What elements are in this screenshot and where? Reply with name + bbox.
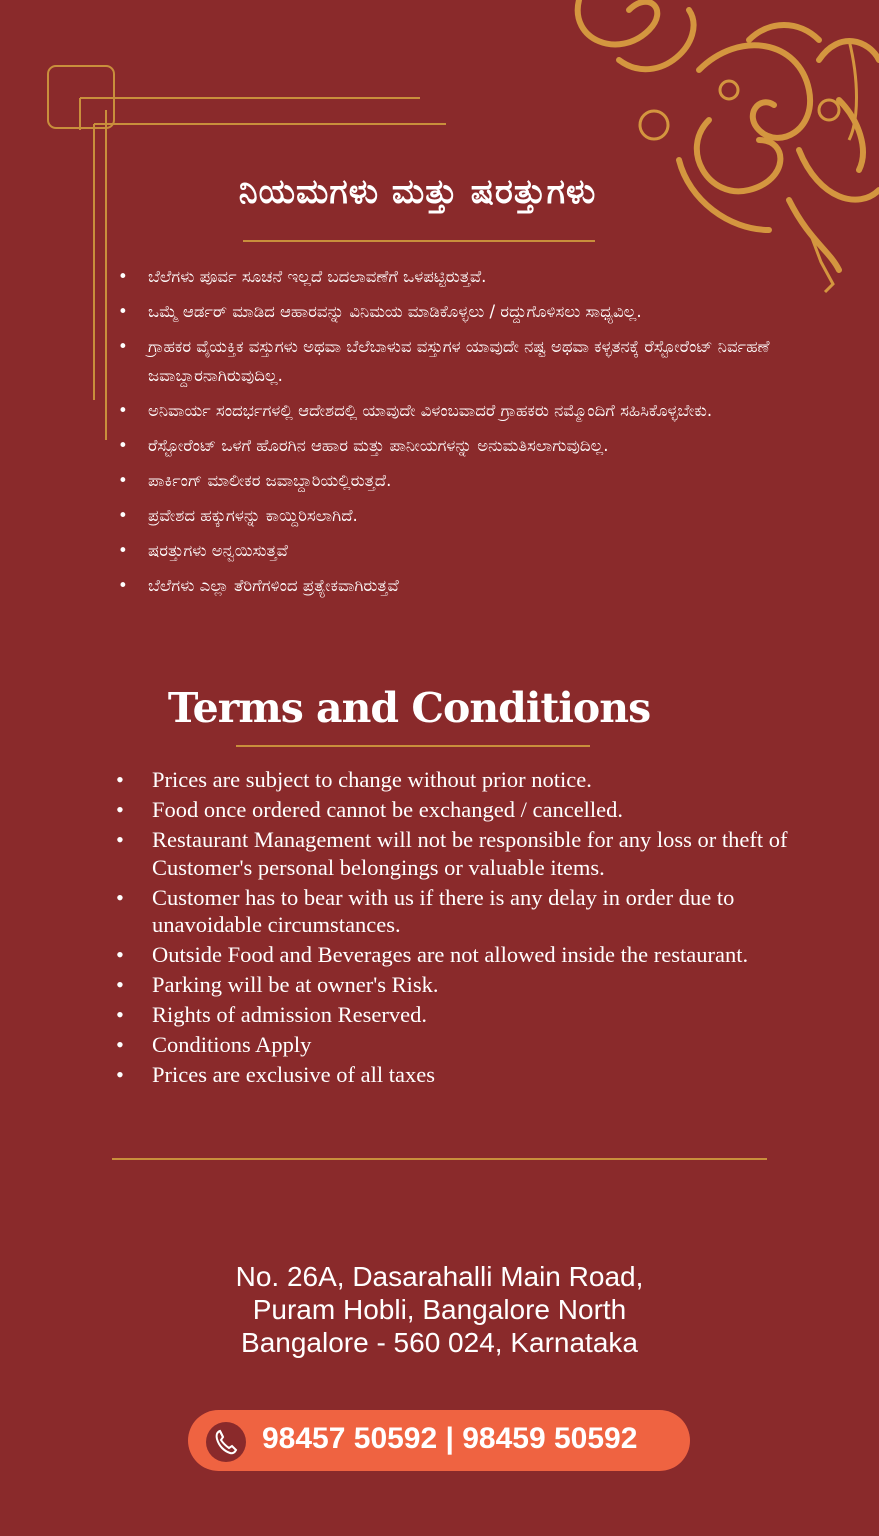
english-terms-list (116, 766, 816, 1091)
list-item: • Prices are exclusive of all taxes (116, 1061, 816, 1089)
address-line-3: Bangalore - 560 024, Karnataka (241, 1327, 638, 1358)
address-line-2: Puram Hobli, Bangalore North (252, 1294, 627, 1325)
list-item: • ಪ್ರವೇಶದ ಹಕ್ಕುಗಳನ್ನು ಕಾಯ್ದಿರಿಸಲಾಗಿದೆ. (118, 501, 798, 530)
kannada-terms-list (118, 262, 798, 606)
list-item: • Parking will be at owner's Risk. (116, 971, 816, 999)
list-item: • Restaurant Management will not be responsible for any loss or theft of Customer's personal belongings or valuable items. (116, 826, 816, 881)
floral-ornament-decoration (559, 0, 879, 300)
list-item: • Prices are subject to change without prior notice. (116, 766, 816, 794)
list-item: • ಗ್ರಾಹಕರ ವೈಯಕ್ತಿಕ ವಸ್ತುಗಳು ಅಥವಾ ಬೆಲೆಬಾಳುವ ವಸ್ತುಗಳ ಯಾವುದೇ ನಷ್ಟ ಅಥವಾ ಕಳ್ಳತನಕ್ಕೆ ರೆಸ್ಟೋರೆಂಟ್ ನಿರ್ವಹಣೆ ಜವಾಬ್ದಾರನಾಗಿರುವುದಿಲ್ಲ. (118, 332, 798, 390)
phone-numbers[interactable]: 98457 50592 | 98459 50592 (262, 1422, 638, 1455)
address-line-1: No. 26A, Dasarahalli Main Road, (235, 1261, 644, 1292)
list-item: • Customer has to bear with us if there is any delay in order due to unavoidable circumstances. (116, 884, 816, 939)
list-item: • Outside Food and Beverages are not allowed inside the restaurant. (116, 941, 816, 969)
list-item: • ಬೆಲೆಗಳು ಪೂರ್ವ ಸೂಚನೆ ಇಲ್ಲದೆ ಬದಲಾವಣೆಗೆ ಒಳಪಟ್ಟಿರುತ್ತವೆ. (118, 262, 798, 291)
footer-divider (112, 1158, 767, 1160)
list-item: • ಬೆಲೆಗಳು ಎಲ್ಲಾ ತೆರಿಗೆಗಳಿಂದ ಪ್ರತ್ಯೇಕವಾಗಿರುತ್ತವೆ (118, 571, 798, 600)
list-item: • Rights of admission Reserved. (116, 1001, 816, 1029)
list-item: • Food once ordered cannot be exchanged / cancelled. (116, 796, 816, 824)
address-block (0, 1260, 879, 1359)
list-item: • ಪಾರ್ಕಿಂಗ್ ಮಾಲೀಕರ ಜವಾಬ್ದಾರಿಯಲ್ಲಿರುತ್ತದೆ. (118, 466, 798, 495)
list-item: • ಷರತ್ತುಗಳು ಅನ್ವಯಿಸುತ್ತವೆ (118, 536, 798, 565)
kannada-title: ನಿಯಮಗಳು ಮತ್ತು ಷರತ್ತುಗಳು (238, 172, 597, 212)
list-item: • Conditions Apply (116, 1031, 816, 1059)
list-item: • ಅನಿವಾರ್ಯ ಸಂದರ್ಭಗಳಲ್ಲಿ ಆದೇಶದಲ್ಲಿ ಯಾವುದೇ ವಿಳಂಬವಾದರೆ ಗ್ರಾಹಕರು ನಮ್ಮೊಂದಿಗೆ ಸಹಿಸಿಕೊಳ್ಳಬೇಕು. (118, 396, 798, 425)
english-title: Terms and Conditions (167, 684, 651, 732)
list-item: • ರೆಸ್ಟೋರೆಂಟ್ ಒಳಗೆ ಹೊರಗಿನ ಆಹಾರ ಮತ್ತು ಪಾನೀಯಗಳನ್ನು ಅನುಮತಿಸಲಾಗುವುದಿಲ್ಲ. (118, 431, 798, 460)
list-item: • ಒಮ್ಮೆ ಆರ್ಡರ್ ಮಾಡಿದ ಆಹಾರವನ್ನು ವಿನಿಮಯ ಮಾಡಿಕೊಳ್ಳಲು / ರದ್ದುಗೊಳಿಸಲು ಸಾಧ್ಯವಿಲ್ಲ. (118, 297, 798, 326)
kannada-title-divider (243, 240, 595, 242)
english-title-divider (236, 745, 590, 747)
phone-icon (206, 1422, 246, 1462)
